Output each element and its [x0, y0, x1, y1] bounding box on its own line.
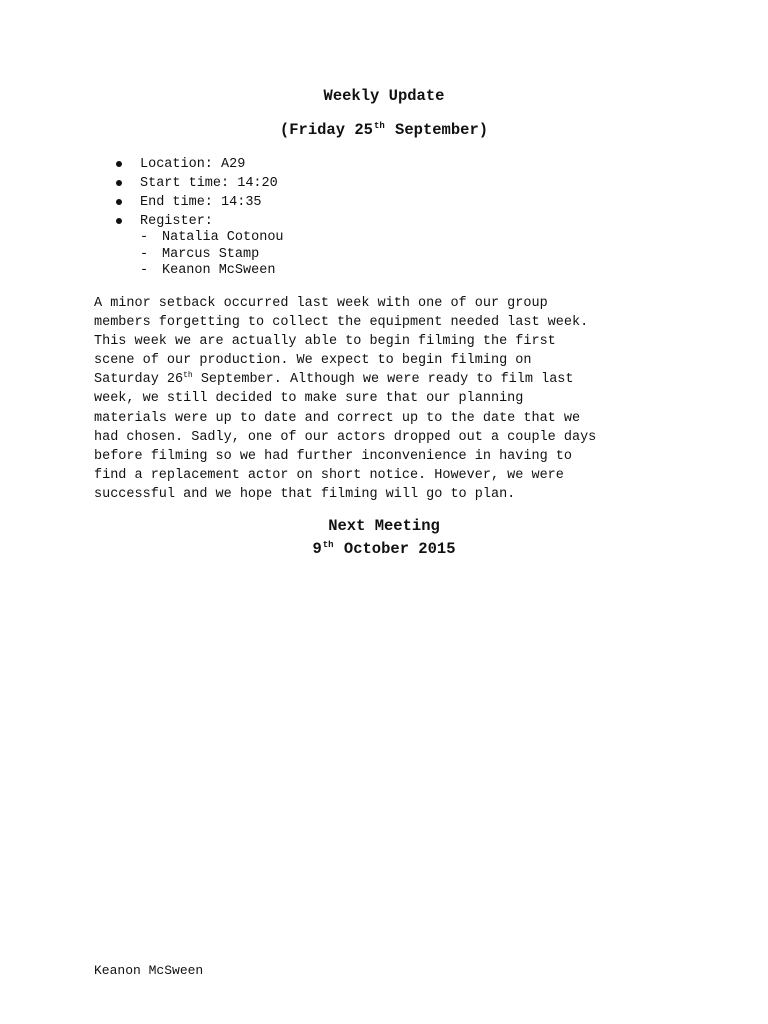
bullet-icon	[116, 161, 122, 167]
dash-marker: -	[140, 263, 149, 278]
next-meeting-day: 9	[312, 540, 322, 558]
body-line: successful and we hope that filming will go to plan.	[94, 486, 516, 502]
subtitle-text-start: (Friday 25	[279, 121, 373, 139]
body-line: A minor setback occurred last week with one of our group	[94, 296, 548, 311]
ordinal-suffix: th	[183, 371, 193, 381]
subtitle-ordinal-suffix: th	[373, 121, 385, 131]
dash-marker: -	[140, 230, 149, 245]
info-item-start-time	[114, 174, 284, 193]
body-line: had chosen. Sadly, one of our actors dropped out a couple days	[94, 429, 597, 445]
body-paragraph	[94, 294, 694, 504]
register-name: Natalia Cotonou	[162, 230, 284, 245]
meeting-info-list	[114, 155, 284, 280]
register-item	[140, 263, 284, 280]
info-item-end-time	[114, 193, 284, 212]
body-line: This week we are actually able to begin filming the first	[94, 334, 556, 350]
body-line: before filming so we had further inconvenience in having to	[94, 448, 572, 464]
body-line	[94, 370, 694, 389]
register-item	[140, 230, 284, 247]
document-subtitle-date	[0, 120, 768, 142]
register-item	[140, 247, 284, 264]
bullet-icon	[116, 180, 122, 186]
body-line: members forgetting to collect the equipment needed last week.	[94, 315, 589, 331]
document-title: Weekly Update	[323, 87, 445, 105]
register-label: Register:	[140, 214, 213, 229]
next-meeting-month-year: October 2015	[334, 540, 456, 558]
body-line: materials were up to date and correct up to the date that we	[94, 410, 581, 426]
next-meeting-date	[0, 539, 768, 561]
info-item-register	[114, 212, 284, 280]
info-item-location	[114, 155, 284, 174]
start-time-text: Start time: 14:20	[140, 176, 278, 191]
footer-author: Keanon McSween	[94, 963, 204, 978]
end-time-text: End time: 14:35	[140, 195, 262, 210]
body-line: scene of our production. We expect to begin filming on	[94, 353, 532, 369]
bullet-icon	[116, 199, 122, 205]
register-name: Marcus Stamp	[162, 246, 260, 262]
subtitle-text-end: September)	[385, 121, 489, 139]
body-line-start: Saturday 26	[94, 372, 184, 388]
register-name: Keanon McSween	[162, 263, 276, 278]
next-meeting-ordinal-suffix: th	[322, 540, 334, 550]
next-meeting-title: Next Meeting	[328, 517, 440, 535]
body-line: week, we still decided to make sure that our planning	[94, 391, 524, 407]
body-line: find a replacement actor on short notice. However, we were	[94, 467, 564, 483]
bullet-icon	[116, 218, 122, 224]
register-list	[140, 230, 284, 280]
body-line-end: September. Although we were ready to film last	[192, 372, 574, 388]
location-text: Location: A29	[140, 157, 246, 172]
dash-marker: -	[140, 246, 149, 262]
